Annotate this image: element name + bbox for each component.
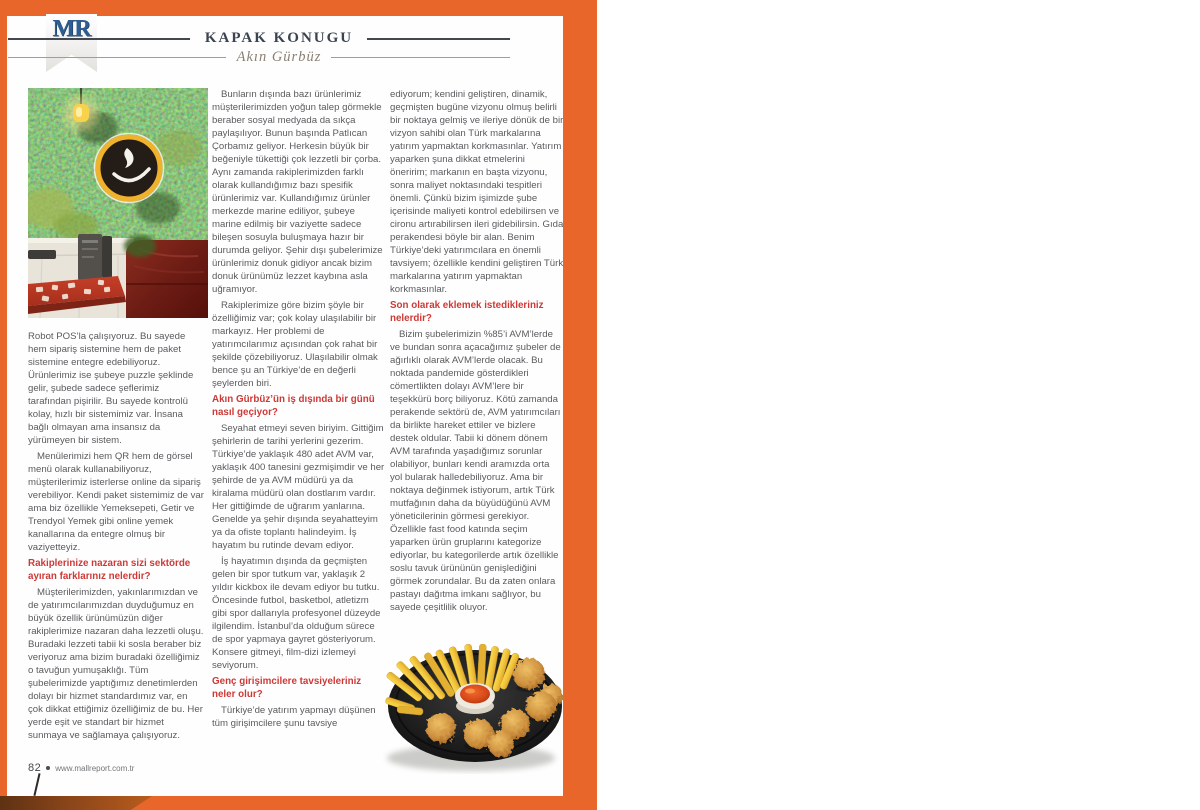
footer-bullet-icon xyxy=(46,766,50,770)
body-paragraph: Robot POS’la çalışıyoruz. Bu sayede hem sipariş sistemine hem de paket sistemine entegre edebiliyoruz. Ürünlerimiz ise şubeye puzzle şeklinde gelir, şubede sadece şeflerimiz tarafından pişirilir. Bu sayede kontrolü kolay, hızlı bir sistemimiz var. İnsana bağlı olmayan ama insansız da yürümeyen bir sistem. xyxy=(28,331,194,446)
menu-stand xyxy=(78,234,112,280)
restaurant-interior-photo xyxy=(28,88,208,318)
question-heading: Akın Gürbüz’ün iş dışında bir günü nasıl geçiyor? xyxy=(212,394,375,418)
guest-name: Akın Gürbüz xyxy=(236,49,322,65)
page-footer xyxy=(28,762,134,774)
body-paragraph: İş hayatımın dışında da geçmişten gelen bir spor tutkum var, yaklaşık 2 yıldır kickbox ile devam ediyor bu tutku. Öncesinde futbol, basketbol, atletizm gibi spor dallarıyla profesyonel düzeyde ilgilendim. İstanbul’da olduğum sürece de spor yapmaya gayret gösteriyorum. Konsere gitmeyi, film-dizi izlemeyi seviyorum. xyxy=(212,556,381,672)
subheader-rule-left xyxy=(8,57,226,58)
body-paragraph: Seyahat etmeyi seven biriyim. Gittiğim şehirlerin de tarihi yerlerini gezerim. Türkiye’de yaklaşık 480 adet AVM var, yaklaşık 400 tanesini gezmişimdir ve her şehirde de ya AVM müdürü ya da kiralama müdürü olan dostlarım vardır. Her gittiğimde de uğrarım yanlarına. Genelde ya şehir dışında seyahatteyim ya da ofiste toplantı halindeyim. İş hayatım bu rutinde devam ediyor. xyxy=(212,423,385,552)
brand-logo: MR xyxy=(52,16,91,42)
body-paragraph: Türkiye’de yatırım yapmayı düşünen tüm girişimcilere şunu tavsiye xyxy=(212,705,376,730)
page-number: 82 xyxy=(28,762,42,774)
body-paragraph: ediyorum; kendini geliştiren, dinamik, geçmişten bugüne vizyonu olmuş belirli bir noktaya gelmiş ve ileriye dönük de bir vizyon sahibi olan Türk markalarına yatırım yapmaktan korkmasınlar. Yatırım yaparken şuna dikkat etmelerini öneririm; markanın en başta vizyonu, sonra maliyet noktasındaki tespitleri önemli. Çünkü bizim işimizde şube içerisinde maliyeti kontrol edebilirsen ve cironu artırabilirsen ileri gidebilirsin. Gıda perakendesi böyle bir alan. Benim Türkiye’deki yatırımcılara en önemli tavsiyem; özellikle kendini geliştiren Türk markalarına yatırım yapmaktan korkmasınlar. xyxy=(390,89,564,295)
section-title: KAPAK KONUGU xyxy=(204,30,354,46)
magazine-page-orange-frame xyxy=(0,0,597,810)
article-column-middle xyxy=(212,88,385,733)
sauce-cup xyxy=(455,683,495,714)
hanging-vine xyxy=(124,235,156,257)
body-paragraph: Bunların dışında bazı ürünlerimiz müşterilerimizden yoğun talep görmekle beraber sosyal medyada da sıkça paylaşılıyor. Bunun başında Patlıcan Çorbamız geliyor. Herkesin büyük bir beğeniyle tükettiği çok lezzetli bir çorba. Aynı zamanda rakiplerimizden farklı olarak kullandığımız bazı spesifik ürünlerimiz var. Kullandığımız ürünler merkezde marine ediliyor, şubeye marine edilmiş bir vaziyette sadece bileşen sosuyla buluşmaya hazır bir durumda geliyor. Şehir dışı şubelerimize ürünlerimiz donuk gidiyor ancak bizim donuk ürünümüz lezzet kaybına asla uğramıyor. xyxy=(212,89,383,295)
question-heading: Genç girişimcilere tavsiyeleriniz neler olur? xyxy=(212,676,362,700)
body-paragraph: Rakiplerimize göre bizim şöyle bir özelliğimiz var; çok kolay ulaşılabilir bir markayız. Her problemi de yatırımcılarımız açısından çok rahat bir şekilde çözebiliyoruz. Ulaşılabilir olmak bence şu an Türkiye’de en değerli şeylerden biri. xyxy=(212,300,378,389)
header-rule-left xyxy=(8,38,190,40)
footer-bar-dark-segment xyxy=(0,796,152,810)
fold-mark xyxy=(33,773,40,796)
wall-vent xyxy=(28,250,56,259)
website-url: www.mallreport.com.tr xyxy=(55,763,135,773)
question-heading: Son olarak eklemek istedikleriniz nelerdir? xyxy=(390,300,544,324)
page-content-area xyxy=(7,16,563,796)
body-paragraph: Bizim şubelerimizin %85’i AVM’lerde ve bundan sonra açacağımız şubeler de ağırlıklı olarak AVM’lerde olacak. Bu noktada pandemide gösterdikleri cömertlikten dolayı AVM’lere bir teşekkürü borç biliyoruz. Kötü zamanda perakende sektörü de, AVM yatırımcıları da birlikte hareket ettiler ve bizlere destek oldular. Tabii ki dönem dönem AVM tarafında yaşadığımız sorunlar olabiliyor, bunları kendi aramızda orta yol bularak halledebiliyoruz. Ama bir noktaya değinmek istiyorum, artık Türk mutfağının daha da büyüdüğünü AVM yöneticilerinin görmesi gerekiyor. Özellikle fast food katında seçim yaparken ürün gruplarını kategorize ediyorlar, bu kategorilerde artık özellikle soslu tavuk ürününün genişlediğini görmek zorundalar. Bu da zaten onlara pastayı dağıtma imkanı sağlıyor, bu sayede çeşitlilik oluyor. xyxy=(390,329,561,614)
article-column-left xyxy=(28,330,205,745)
food-photo xyxy=(379,644,571,776)
header-rule-right xyxy=(367,38,510,40)
body-paragraph: Menülerimizi hem QR hem de görsel menü olarak kullanabiliyoruz, müşterilerimiz isterlerse online da sipariş verebiliyor. Kendi paket sistemimiz de var ama biz özellikle Yemeksepeti, Getir ve Trendyol Yemek gibi online yemek kanallarına da entegre olmuş bir vaziyetteyiz. xyxy=(28,451,204,553)
body-paragraph: Müşterilerimizden, yakınlarımızdan ve de yatırımcılarımızdan duyduğumuz en büyük özellik ürünümüzün diğer rakiplerimize nazaran daha lezzetli oluşu. Buradaki lezzeti tabii ki sosla beraber biz veriyoruz ama bizim buradaki özelliğimiz o tavuğun yumuşaklığı. Tüm şubelerimizde yaptığımız denetimlerden dolayı bir hizmet standardımız var, en çok dikkat ettiğimiz özelliğimiz de bu. Her yerde eşit ve standart bir hizmet sunmaya ve sağlamaya çalışıyoruz. xyxy=(28,587,204,742)
article-column-right xyxy=(390,88,564,617)
question-heading: Rakiplerinize nazaran sizi sektörde ayıran farklarınız nelerdir? xyxy=(28,558,191,582)
brand-logo-sign xyxy=(95,134,164,203)
